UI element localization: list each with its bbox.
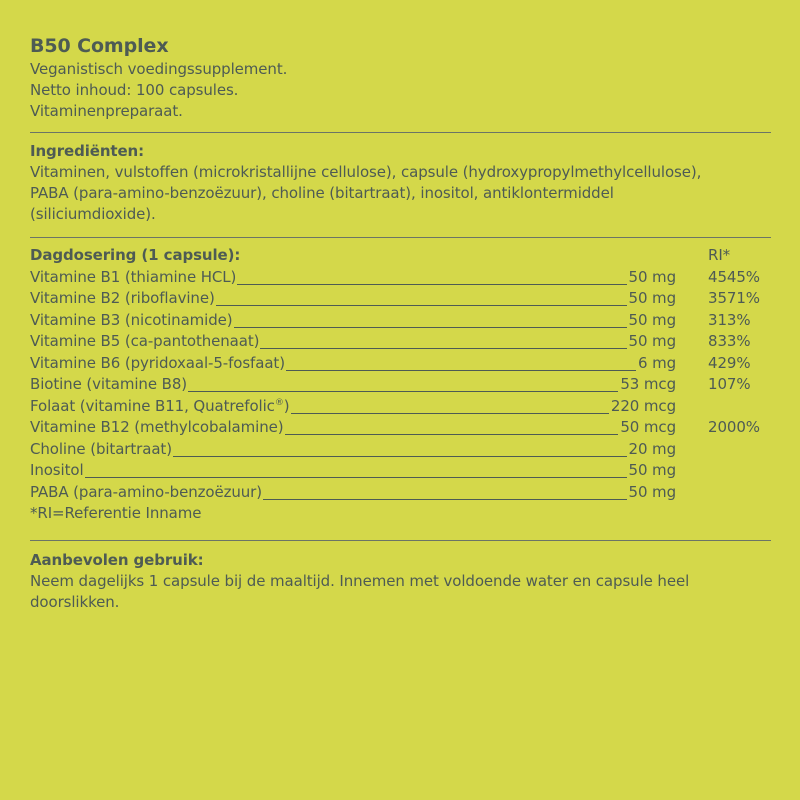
dosage-row [30,460,770,482]
nutrient-label [30,417,284,438]
nutrient-label [30,460,84,481]
nutrient-ri: 313% [708,310,751,329]
product-net-content: Netto inhoud: 100 capsules. [30,81,239,99]
nutrient-name: Choline (bitartraat) [30,439,172,458]
usage-heading: Aanbevolen gebruik: [30,551,204,569]
leader-line [260,348,626,349]
dosage-row [30,374,770,396]
nutrient-label [30,439,172,460]
usage-line: doorslikken. [30,593,120,611]
registered-mark: ® [274,397,284,408]
usage-line: Neem dagelijks 1 capsule bij de maaltijd. Innemen met voldoende water en capsule heel [30,572,690,590]
divider [30,132,771,133]
nutrient-ri: 833% [708,332,751,350]
nutrient-name: Folaat (vitamine B11, Quatrefolic [30,396,275,415]
nutrient-ri: 429% [708,353,751,372]
nutrient-amount: 50 mg [628,332,676,350]
nutrient-amount: 50 mg [628,289,676,307]
product-title: B50 Complex [30,35,169,57]
nutrient-amount: 20 mg [628,439,676,458]
nutrient-amount: 220 mcg [610,396,676,415]
nutrient-ri: 2000% [708,418,760,436]
product-header [30,33,770,122]
leader-line [85,477,627,478]
nutrient-amount: 50 mg [628,267,676,286]
nutrient-name: PABA (para-amino-benzoëzuur) [30,482,262,501]
nutrient-label [30,310,233,331]
dosage-table [30,267,770,504]
leader-line [285,434,619,435]
nutrient-name: Vitamine B6 (pyridoxaal-5-fosfaat) [30,353,285,372]
nutrient-label [30,396,290,417]
nutrient-name: Vitamine B1 (thiamine HCL) [30,267,237,286]
nutrient-ri: 107% [708,375,751,393]
nutrient-amount: 50 mg [628,461,676,479]
nutrient-name: Vitamine B12 (methylcobalamine) [30,418,284,436]
ri-heading: RI* [708,246,731,264]
ingredients-line: (siliciumdioxide). [30,205,156,223]
nutrient-label [30,331,259,352]
dosage-row [30,439,770,461]
leader-line [291,413,609,414]
leader-line [234,327,627,328]
dosage-heading: Dagdosering (1 capsule): [30,246,241,264]
leader-line [263,499,627,500]
nutrient-label [30,374,187,395]
dosage-footnote: *RI=Referentie Inname [30,504,202,522]
nutrient-amount: 50 mcg [620,418,676,436]
nutrient-name: Biotine (vitamine B8) [30,375,188,393]
nutrient-label [30,482,262,503]
nutrient-name-tail: ) [283,396,290,415]
nutrient-label [30,288,215,309]
nutrient-amount: 53 mcg [620,375,676,393]
dosage-row [30,482,770,504]
dosage-section [30,245,770,524]
nutrient-amount: 6 mg [637,353,676,372]
ingredients-heading: Ingrediënten: [30,142,145,160]
dosage-row [30,396,770,418]
nutrient-amount: 50 mg [628,482,676,501]
dosage-header-row [30,245,770,267]
nutrient-name: Vitamine B5 (ca-pantothenaat) [30,332,260,350]
nutrient-label [30,353,285,374]
leader-line [216,305,627,306]
nutrient-name: Inositol [30,461,84,479]
divider [30,237,771,238]
ingredients-section [30,141,770,225]
nutrient-name: Vitamine B2 (riboflavine) [30,289,215,307]
leader-line [173,456,627,457]
leader-line [237,284,626,285]
dosage-row [30,310,770,332]
nutrient-label [30,267,236,288]
ingredients-line: PABA (para-amino-benzoëzuur), choline (bitartraat), inositol, antiklontermiddel [30,184,614,202]
dosage-row [30,353,770,375]
divider [30,540,771,541]
dosage-row [30,288,770,310]
dosage-row [30,417,770,439]
product-type: Vitaminenpreparaat. [30,102,183,120]
dosage-row [30,267,770,289]
ingredients-line: Vitaminen, vulstoffen (microkristallijne cellulose), capsule (hydroxypropylmethylcellulose), [30,163,702,181]
nutrient-name: Vitamine B3 (nicotinamide) [30,310,233,329]
leader-line [286,370,636,371]
nutrient-ri: 4545% [708,267,760,286]
product-description-line: Veganistisch voedingssupplement. [30,60,288,78]
nutrient-amount: 50 mg [628,310,676,329]
dosage-row [30,331,770,353]
nutrient-ri: 3571% [708,289,760,307]
usage-section [30,550,770,613]
leader-line [188,391,618,392]
